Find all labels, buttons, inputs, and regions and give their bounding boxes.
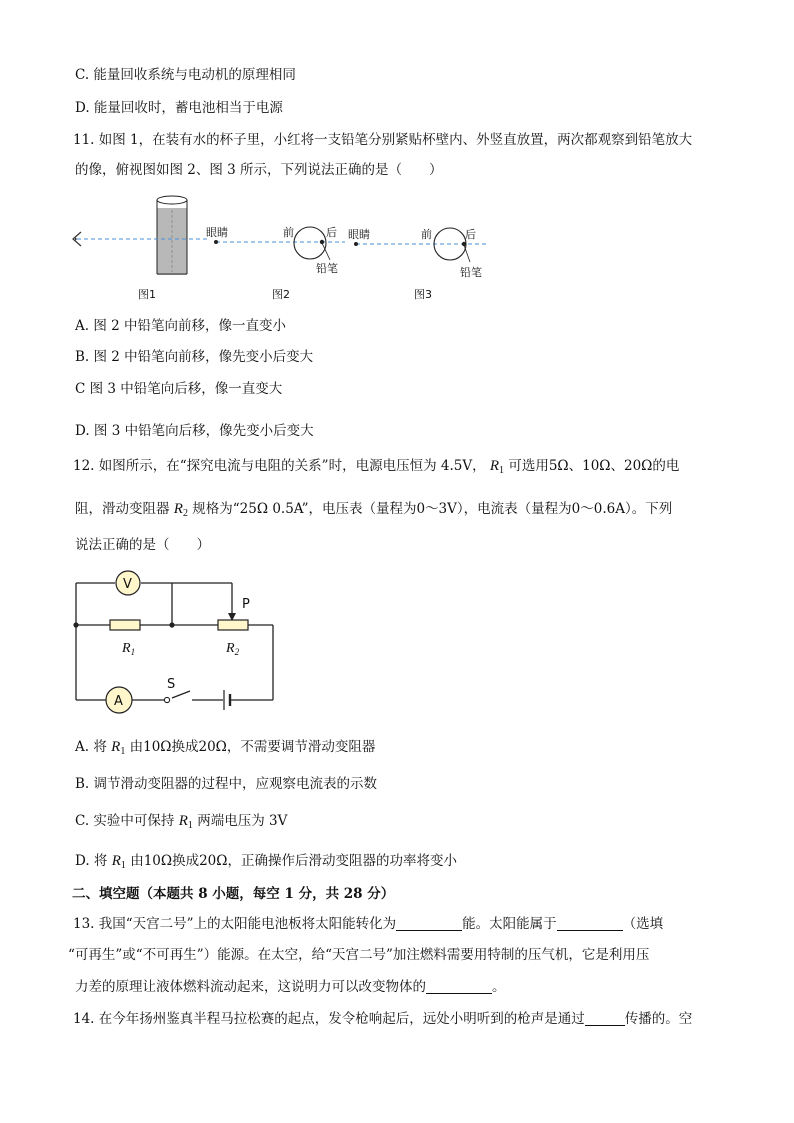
- q12-option-d: [75, 852, 457, 875]
- r2-label: $R_2$: [226, 641, 240, 657]
- q11-stem-line1: 11. 如图 1，在装有水的杯子里，小红将一支铅笔分别紧贴杯壁内、外竖直放置，两次都观察到铅笔放大: [73, 132, 693, 148]
- resistor-r1-icon: [110, 620, 140, 630]
- q12-option-c-post: 两端电压为 3V: [197, 813, 288, 829]
- r1-letter-c: R: [178, 813, 188, 829]
- eye-point-2: [214, 240, 218, 244]
- ammeter-label: A: [114, 694, 123, 709]
- q13-blank-1[interactable]: [396, 916, 462, 931]
- voltmeter-label: V: [123, 577, 132, 592]
- q13-text-3b: 。: [492, 979, 506, 995]
- r1-letter-a: R: [111, 739, 121, 755]
- slider-p-label: P: [242, 597, 250, 612]
- r1-subscript-c: 1: [187, 820, 193, 831]
- q12-stem-text-2a: 阻，滑动变阻器: [75, 501, 170, 517]
- r2-subscript: 2: [182, 508, 188, 519]
- switch-s-label: S: [167, 677, 176, 692]
- q13-blank-3[interactable]: [426, 979, 492, 994]
- q10-option-d: D. 能量回收时，蓄电池相当于电源: [75, 100, 283, 116]
- r2-letter: R: [173, 501, 183, 517]
- section-heading: 二、填空题（本题共 8 小题，每空 1 分，共 28 分）: [72, 886, 395, 902]
- q12-option-a: [75, 738, 375, 761]
- q12-option-c-pre: C. 实验中可保持: [75, 813, 175, 829]
- fig3-pencil-label: 铅笔: [460, 266, 482, 279]
- q13-line3: [75, 978, 506, 996]
- q13-line1: [73, 915, 663, 933]
- fig2-front-label: 前: [283, 226, 294, 239]
- q13-text-1c: （选填: [622, 916, 664, 932]
- q12-stem-text-2b: 规格为“25Ω 0.5A”，电压表（量程为0～3V），电流表（量程为0～0.6A）。下列: [192, 501, 673, 517]
- q11-option-a: A. 图 2 中铅笔向前移，像一直变小: [75, 318, 287, 334]
- fig2-eye-label: 眼睛: [206, 226, 228, 239]
- eye-point-3: [354, 242, 358, 246]
- q12-r1-symbol: [490, 458, 504, 474]
- q13-text-3a: 力差的原理让液体燃料流动起来，这说明力可以改变物体的: [75, 979, 426, 995]
- q12-stem-line3: 说法正确的是（ ）: [75, 537, 210, 553]
- ammeter-icon: [106, 687, 132, 713]
- q12-option-a-pre: A. 将: [75, 739, 107, 755]
- r1-label: $R_1$: [122, 641, 136, 657]
- fig3-back-label: 后: [465, 228, 476, 241]
- fig2-pencil-label: 铅笔: [316, 262, 338, 275]
- fig3-caption: 图3: [414, 288, 432, 301]
- r1-subscript: 1: [499, 465, 505, 476]
- q12-option-d-post: 由10Ω换成20Ω，正确操作后滑动变阻器的功率将变小: [130, 853, 457, 869]
- r1-subscript-d: 1: [120, 860, 126, 871]
- q11-option-c: C 图 3 中铅笔向后移，像一直变大: [75, 381, 283, 397]
- fig3-front-label: 前: [421, 228, 432, 241]
- voltmeter-icon: [116, 571, 140, 595]
- q12-option-c-r1: [179, 813, 193, 829]
- switch-icon: [164, 697, 169, 702]
- q12-stem-text-1a: 12. 如图所示，在“探究电流与电阻的关系”时，电源电压恒为 4.5V，: [73, 458, 486, 474]
- q12-r2-symbol: [174, 501, 188, 517]
- q12-option-b: B. 调节滑动变阻器的过程中，应观察电流表的示数: [75, 776, 378, 792]
- q12-option-a-r1: [111, 739, 125, 755]
- q11-option-d: D. 图 3 中铅笔向后移，像先变小后变大: [75, 423, 314, 439]
- q14-text-1a: 14. 在今年扬州鉴真半程马拉松赛的起点，发令枪响起后，远处小明听到的枪声是通过: [73, 1011, 585, 1027]
- q10-option-c: C. 能量回收系统与电动机的原理相同: [75, 67, 296, 83]
- q12-stem-line2: [75, 500, 672, 523]
- r1-letter: R: [489, 458, 500, 474]
- q13-text-1b: 能。太阳能属于: [462, 916, 557, 932]
- fig2-back-label: 后: [326, 226, 337, 239]
- q12-option-d-r1: [112, 853, 126, 869]
- q12-circuit-diagram: [60, 565, 290, 720]
- r1-subscript-a: 1: [120, 746, 126, 757]
- q13-line2: “可再生”或“不可再生”）能源。在太空，给“天宫二号”加注燃料需要用特制的压气机，它是利用压: [68, 947, 650, 963]
- q14-blank-1[interactable]: [585, 1011, 625, 1026]
- fig3-pencil-leader: [464, 245, 470, 262]
- cup-drawing: [157, 196, 187, 274]
- q11-stem-line2: 的像，俯视图如图 2、图 3 所示，下列说法正确的是（ ）: [75, 162, 443, 178]
- rheostat-r2-icon: [218, 620, 248, 630]
- r1-letter-d: R: [111, 853, 121, 869]
- q13-text-1a: 13. 我国“天宫二号”上的太阳能电池板将太阳能转化为: [73, 916, 397, 932]
- fig1-caption: 图1: [138, 288, 156, 301]
- q11-figure: [60, 188, 500, 308]
- q11-option-b: B. 图 2 中铅笔向前移，像先变小后变大: [75, 349, 314, 365]
- battery-icon: [224, 690, 230, 710]
- fig3-eye-label: 眼睛: [348, 228, 370, 241]
- q12-stem-text-1b: 可选用5Ω、10Ω、20Ω的电: [508, 458, 680, 474]
- junction-dot-left: [73, 622, 78, 627]
- q14-line1: [73, 1010, 692, 1028]
- junction-dot-middle: [169, 622, 174, 627]
- fig2-caption: 图2: [272, 288, 290, 301]
- q12-option-a-post: 由10Ω换成20Ω，不需要调节滑动变阻器: [129, 739, 376, 755]
- q12-stem-line1: [73, 457, 679, 480]
- q12-option-d-pre: D. 将: [75, 853, 108, 869]
- q13-blank-2[interactable]: [557, 916, 623, 931]
- q12-option-c: [75, 812, 287, 835]
- q14-text-1b: 传播的。空: [624, 1011, 693, 1027]
